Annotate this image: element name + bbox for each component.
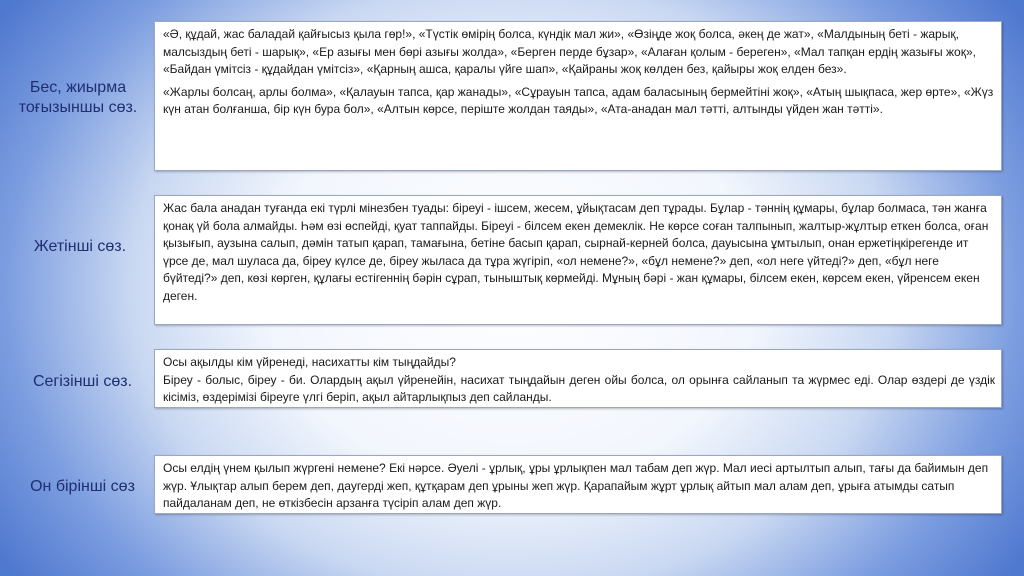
paragraph: «Ә, құдай, жас баладай қайғысыз қыла гөр!», «Түстік өмірің болса, күндік мал жи», «Өзіңде жоқ болса, әкең де жат», «Малдының беті - жарық, малсыздың беті - шарық», «Ер азығы мен бөрі азығы жолда», «Берген перде бұзар», «Алаған қолым - береген», «Мал тапқан ердің жазығы жоқ», «Байдан үмітсіз - құдайдан үмітсіз», «Қарның ашса, қаралы үйге шап», «Қайраны жоқ көлден без, қайыры жоқ елден без». <box>163 27 976 77</box>
paragraph: Жас бала анадан туғанда екі түрлі мінезбен туады: біреуі - ішсем, жесем, ұйықтасам деп тұрады. Бұлар - тәннің құмары, бұлар болмаса, тән жанға қонақ үй бола алмайды. Һәм өзі өспейді, қуат таппайды. Біреуі - білсем екен демеклік. Не көрсе соған талпынып, жалтыр-жұлтыр еткен болса, оған қызығып, аузына салып, дәмін татып қарап, тамағына, бетіне басып қарап, сырнай-керней болса, дауысына ұмтылып, онан ержетіңкірегенде ит үрсе де, мал шуласа да, біреу күлсе де, біреу жыласа да тұра жүгіріп, «ол немене?», «бұл немене?» деп, «ол неге үйтеді?» деп, «бұл неге бүйтеді?» деп, көзі көрген, құлағы естігеннің бәрін сұрап, тыныштық көрмейді. Мұның бәрі - жан құмары, білсем екен, көрсем екен, үйренсем екен деген. <box>163 201 989 303</box>
section-title-11 <box>10 477 155 497</box>
section-title-8 <box>10 372 155 392</box>
section-title-line: тоғызыншы сөз. <box>18 99 138 116</box>
section-title-line: Он бірінші сөз <box>30 478 135 495</box>
section-title-line: Сегізінші сөз. <box>32 373 133 390</box>
text-box-11 <box>154 455 1002 514</box>
section-title-line: Жетінші сөз. <box>33 238 127 255</box>
text-box-25-29 <box>154 21 1002 171</box>
text-box-8 <box>154 349 1002 408</box>
section-title-25-29 <box>3 78 153 118</box>
paragraph: Осы ақылды кім үйренеді, насихатты кім тыңдайды? <box>163 355 456 369</box>
section-title-line: Бес, жиырма <box>29 79 127 96</box>
paragraph: «Жарлы болсаң, арлы болма», «Қалауын тапса, қар жанады», «Сұрауын тапса, адам баласының бермейтіні жоқ», «Атың шықпаса, жер өрте», «Жүз күн атан болғанша, бір күн бура бол», «Алтын көрсе, періште жолдан таяды», «Ата-анадан мал тәтті, алтынды үйден жан тәтті». <box>163 84 994 117</box>
paragraph: Осы елдің үнем қылып жүргені немене? Екі нәрсе. Әуелі - ұрлық, ұры ұрлықпен мал табам деп жүр. Мал иесі артылтып алып, тағы да байимын деп жүр. Ұлықтар алып берем деп, даугерді жеп, құтқарам деп ұрыны жеп жүр. Қарапайым жұрт ұрлық айтып мал алам деп, ұрыға атымды сатып пайдаланам деп, не өткізбесін арзанға түсіріп алам деп жүр. <box>163 461 989 511</box>
text-box-7 <box>154 195 1002 325</box>
paragraph: Біреу - болыс, біреу - би. Олардың ақыл үйренейін, насихат тыңдайын деген ойы болса, ол орынға сайланып та жүрмес еді. Олар өздері де үздік кісіміз, өздерімізі біреуге үлгі беріп, ақыл айтарлықпыз деп сайланды. <box>163 372 995 405</box>
section-title-7 <box>10 237 150 257</box>
